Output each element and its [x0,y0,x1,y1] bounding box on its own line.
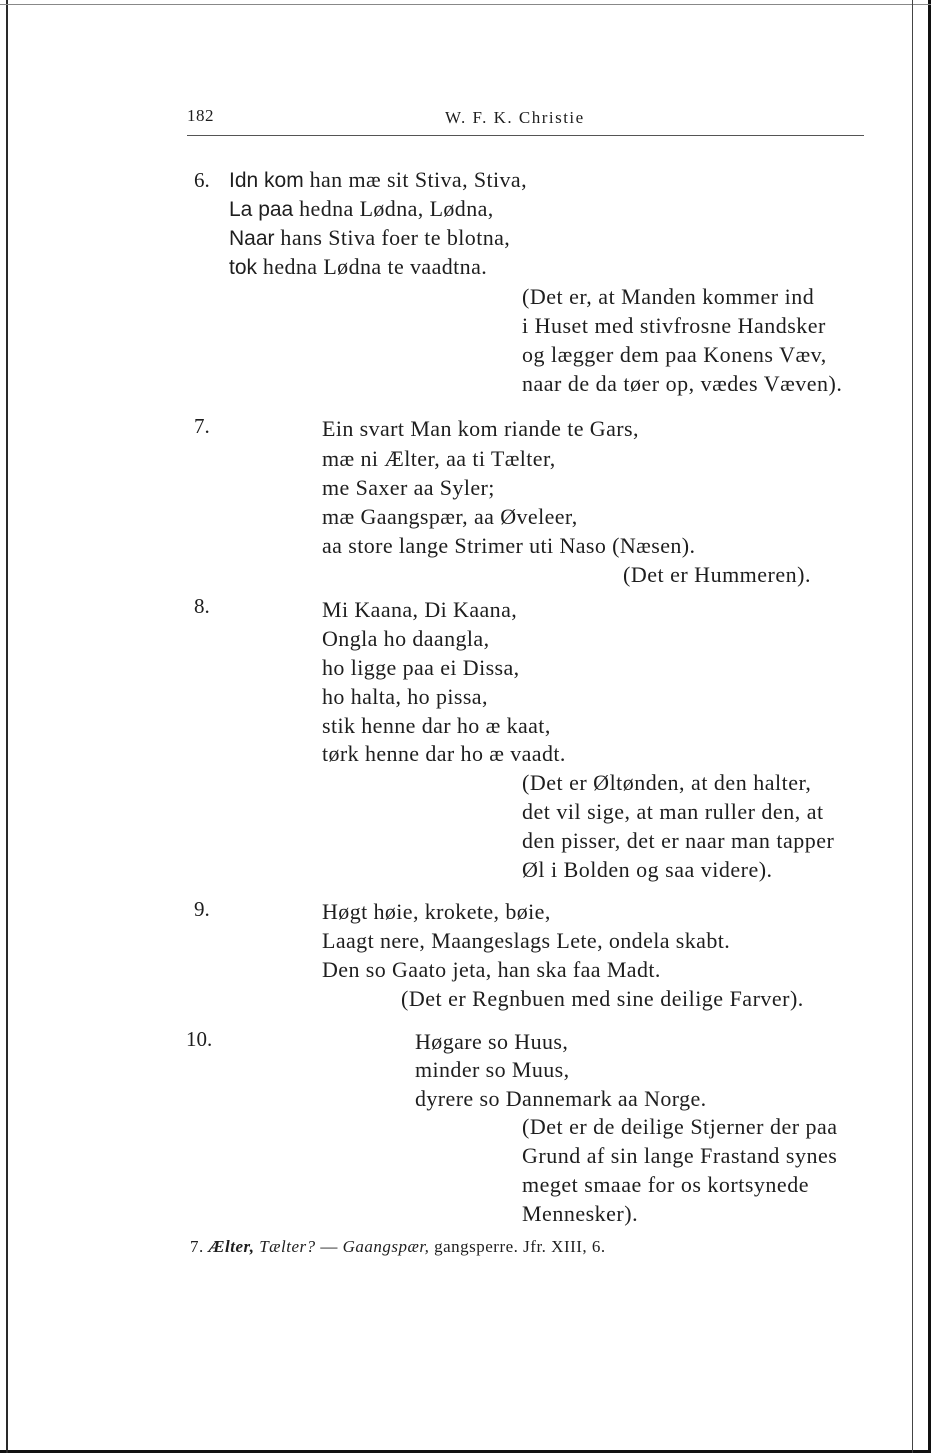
verse-number: 8. [194,594,210,618]
verse-line [229,196,494,222]
scan-edge-right [912,0,913,1453]
verse-number: 7. [194,414,210,438]
footnote-gloss: gangsperre. [434,1237,519,1256]
verse-comment-line: Øl i Bolden og saa videre). [522,857,773,882]
verse-comment-line: den pisser, det er naar man tapper [522,828,835,853]
verse-line: Høgare so Huus, [415,1029,569,1054]
verse-line-lead: Naar [229,227,275,250]
verse-line: Ongla ho daangla, [322,626,490,651]
verse-comment-line: (Det er Hummeren). [623,562,811,587]
verse-line: Mi Kaana, Di Kaana, [322,597,518,622]
verse-number: 10. [186,1027,213,1051]
verse-line: dyrere so Dannemark aa Norge. [415,1086,707,1111]
verse-line: mæ ni Ælter, aa ti Tælter, [322,446,556,471]
verse-comment-line: (Det er, at Manden kommer ind [522,284,815,309]
verse-line-lead: Idn kom [229,169,304,192]
verse-line-lead: tok [229,256,258,279]
verse-line: Ein svart Man kom riande te Gars, [322,416,639,441]
verse-comment-line: Mennesker). [522,1201,639,1226]
verse-comment-line: Grund af sin lange Frastand synes [522,1143,838,1168]
verse-line: stik henne dar ho æ kaat, [322,713,551,738]
running-head: W. F. K. Christie [445,108,585,127]
verse-line [229,225,510,251]
verse-line-rest: hedna Lødna, Lødna, [293,196,494,221]
footnote [190,1237,606,1257]
verse-number: 9. [194,897,210,921]
scan-edge-left [6,0,8,1453]
footnote-term: Ælter, [208,1237,255,1256]
scan-edge-top [0,4,931,5]
page-number: 182 [187,106,214,125]
verse-comment-line: (Det er Øltønden, at den halter, [522,770,812,795]
verse-comment-line: (Det er Regnbuen med sine deilige Farver). [401,986,804,1011]
verse-line: Høgt høie, krokete, bøie, [322,899,551,924]
verse-line: ho halta, ho pissa, [322,684,488,709]
footnote-dash: — [320,1237,338,1256]
header-rule [187,135,864,136]
footnote-term: Gaangspær, [342,1237,430,1256]
footnote-term: Tælter? [259,1237,316,1256]
verse-line-rest: hans Stiva foer te blotna, [274,225,511,250]
verse-line: tørk henne dar ho æ vaadt. [322,741,566,766]
verse-line-rest: hedna Lødna te vaadtna. [257,254,488,279]
verse-line [229,254,487,280]
verse-line [229,167,527,193]
verse-line: Laagt nere, Maangeslags Lete, ondela skabt. [322,928,731,953]
verse-comment-line: (Det er de deilige Stjerner der paa [522,1114,838,1139]
verse-line: aa store lange Strimer uti Naso (Næsen). [322,533,696,558]
verse-comment-line: og lægger dem paa Konens Væv, [522,342,827,367]
footnote-number: 7. [190,1237,204,1256]
verse-line: ho ligge paa ei Dissa, [322,655,520,680]
verse-line: me Saxer aa Syler; [322,475,495,500]
verse-line: Den so Gaato jeta, han ska faa Madt. [322,957,661,982]
verse-line-lead: La paa [229,198,294,221]
verse-comment-line: naar de da tøer op, vædes Væven). [522,371,843,396]
verse-line: minder so Muus, [415,1057,570,1082]
verse-comment-line: i Huset med stivfrosne Handsker [522,313,826,338]
verse-line: mæ Gaangspær, aa Øveleer, [322,504,578,529]
verse-line-rest: han mæ sit Stiva, Stiva, [303,167,527,192]
verse-number: 6. [194,168,210,192]
verse-comment-line: meget smaae for os kortsynede [522,1172,809,1197]
footnote-reference: Jfr. XIII, 6. [523,1237,606,1256]
verse-comment-line: det vil sige, at man ruller den, at [522,799,824,824]
